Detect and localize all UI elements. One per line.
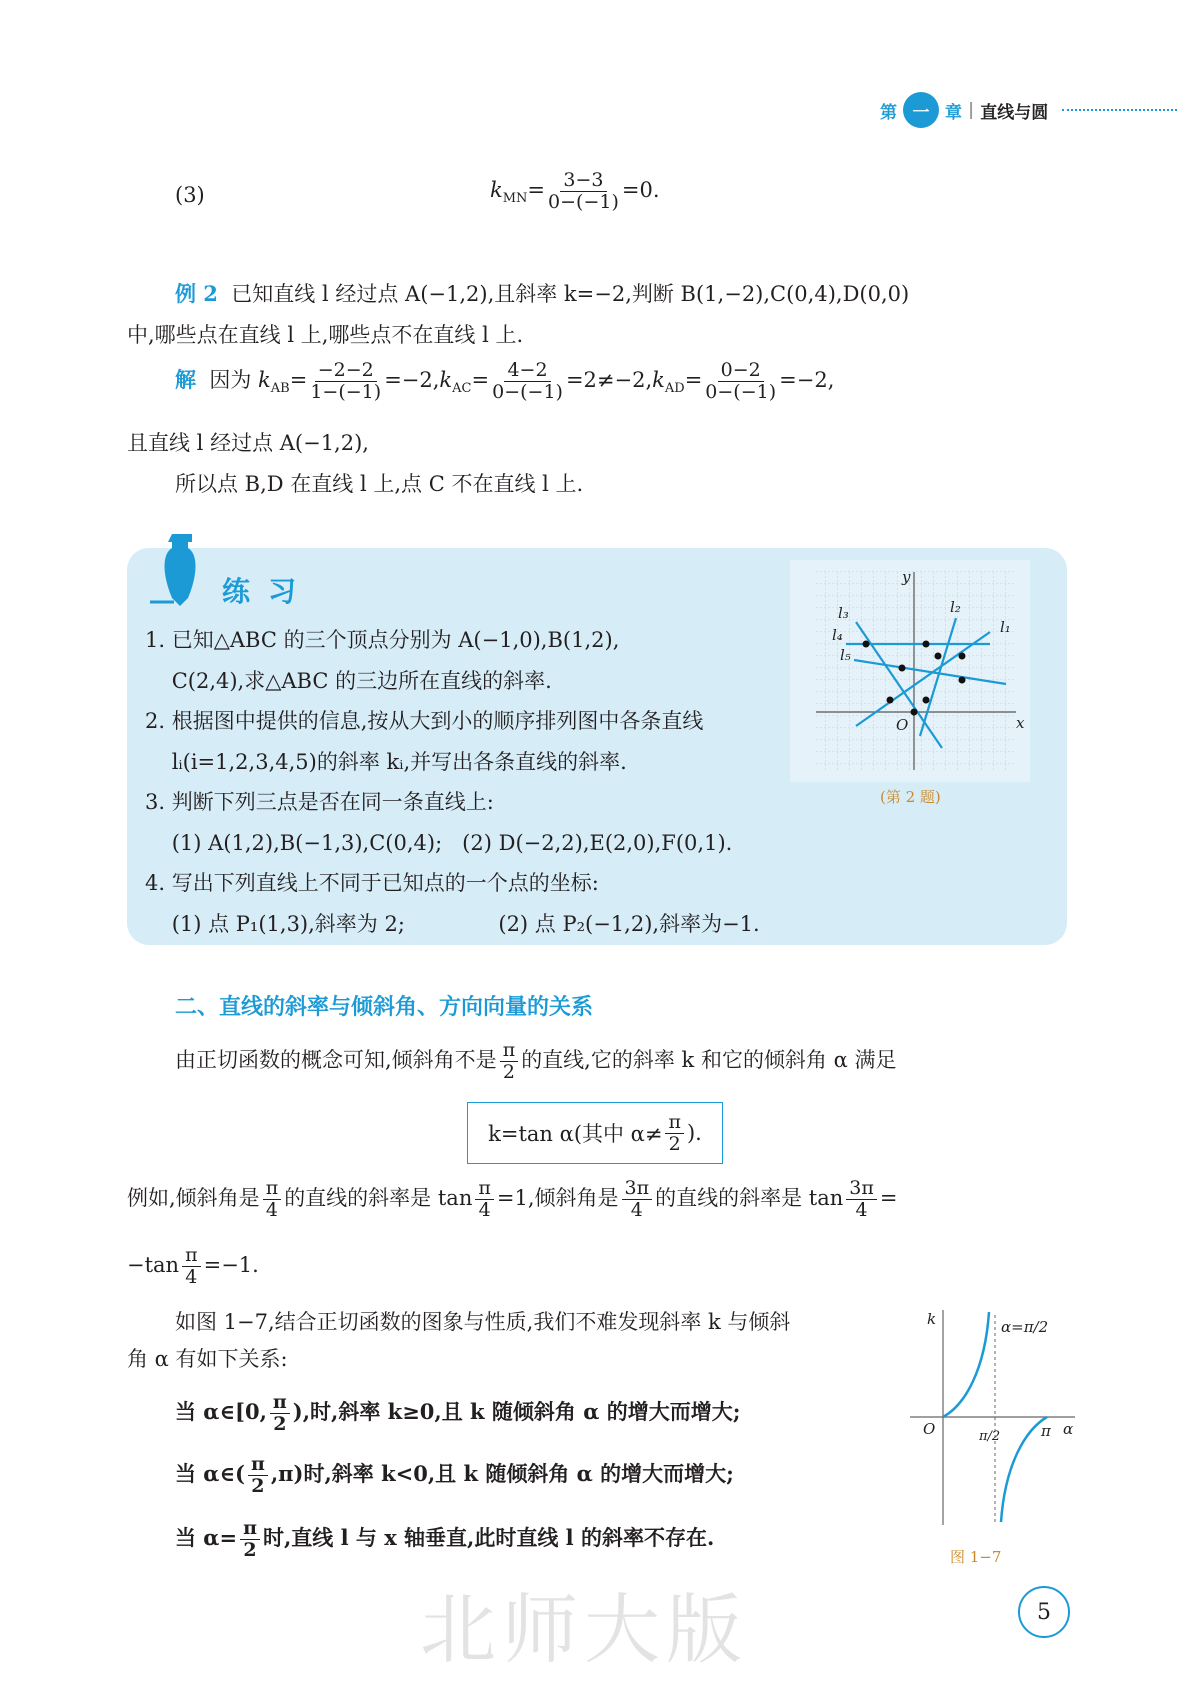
formula-kmn: $k_{MN}=$ $\frac{3-3}{0-(-1)}$ =0. bbox=[490, 169, 660, 213]
figure-caption: 图 1−7 bbox=[950, 1548, 1002, 1566]
chapter-suffix: 章 bbox=[945, 102, 962, 123]
case-1: 当 α∈[0, $\frac{\pi}{2}$ ),时,斜率 k≥0,且 k 随倾斜角 α 的增大而增大; bbox=[175, 1391, 741, 1435]
practice-item: lᵢ(i=1,2,3,4,5)的斜率 kᵢ,并写出各条直线的斜率. bbox=[145, 749, 627, 774]
l2-label: l₂ bbox=[950, 598, 961, 616]
formula-box: k=tan α(其中 α≠ $\frac{\pi}{2}$ ). bbox=[467, 1102, 723, 1164]
page-number: 5 bbox=[1018, 1586, 1070, 1638]
practice-item: 3. 判断下列三点是否在同一条直线上: bbox=[145, 790, 494, 814]
x-axis-label: x bbox=[1016, 714, 1025, 732]
header-divider: | bbox=[968, 100, 975, 120]
example-2: 例 2 已知直线 l 经过点 A(−1,2),且斜率 k=−2,判断 B(1,−2),C(0,4),D(0,0) bbox=[175, 281, 910, 306]
l1-label: l₁ bbox=[1000, 618, 1011, 636]
item-label: (3) bbox=[175, 183, 205, 207]
practice-item: (1) A(1,2),B(−1,3),C(0,4); (2) D(−2,2),E(2,0),F(0,1). bbox=[145, 830, 733, 855]
half-pi-label: π/2 bbox=[979, 1429, 1001, 1444]
l3-label: l₃ bbox=[838, 604, 849, 622]
practice-items bbox=[145, 620, 760, 944]
pi-label: π bbox=[1041, 1422, 1051, 1440]
lines-graph bbox=[790, 560, 1030, 782]
origin-label: O bbox=[923, 1420, 936, 1438]
solution-line2: 且直线 l 经过点 A(−1,2), bbox=[127, 431, 369, 455]
solution-line1: 解 因为 $k_{AB}=$ $\frac{-2-2}{1-(-1)}$ $=-2,k_{AC}=$ $\frac{4-2}{0-(-1)}$ $=2\ne-2,k_{AD}=$ $\frac{0-2}{0-(-1)}$ =−2, bbox=[175, 359, 835, 403]
asymptote-label: α=π/2 bbox=[1001, 1318, 1049, 1336]
chapter-title: 直线与圆 bbox=[980, 102, 1049, 123]
case-2: 当 α∈( $\frac{\pi}{2}$ ,π)时,斜率 k<0,且 k 随倾斜角 α 的增大而增大; bbox=[175, 1453, 734, 1497]
origin-label: O bbox=[896, 716, 909, 734]
para-2: 例如,倾斜角是 $\frac{\pi}{4}$ 的直线的斜率是 tan $\frac{\pi}{4}$ =1,倾斜角是 $\frac{3\pi}{4}$ 的直线的斜率是 tan $\frac{3\pi}{4}$ = bbox=[127, 1177, 898, 1221]
practice-item: 4. 写出下列直线上不同于已知点的一个点的坐标: bbox=[145, 871, 599, 895]
practice-item: 1. 已知△ABC 的三个顶点分别为 A(−1,0),B(1,2), bbox=[145, 628, 620, 652]
practice-item: 2. 根据图中提供的信息,按从大到小的顺序排列图中各条直线 bbox=[145, 709, 704, 733]
l5-label: l₅ bbox=[840, 646, 851, 664]
para-3: −tan $\frac{\pi}{4}$ =−1. bbox=[127, 1244, 259, 1288]
para-1: 由正切函数的概念可知,倾斜角不是 $\frac{\pi}{2}$ 的直线,它的斜率 k 和它的倾斜角 α 满足 bbox=[175, 1039, 897, 1083]
l4-label: l₄ bbox=[832, 626, 843, 644]
solution-line3: 所以点 B,D 在直线 l 上,点 C 不在直线 l 上. bbox=[175, 472, 584, 496]
alpha-axis-label: α bbox=[1063, 1420, 1074, 1438]
para-5: 角 α 有如下关系: bbox=[127, 1347, 288, 1371]
section-heading: 二、直线的斜率与倾斜角、方向向量的关系 bbox=[175, 995, 594, 1020]
chapter-header bbox=[880, 92, 1177, 128]
pen-icon bbox=[150, 530, 210, 608]
tangent-graph bbox=[905, 1300, 1080, 1540]
practice-item: (1) 点 P₁(1,3),斜率为 2; (2) 点 P₂(−1,2),斜率为−1. bbox=[145, 911, 760, 936]
practice-figure bbox=[790, 560, 1030, 782]
practice-title: 练习 bbox=[222, 575, 315, 608]
para-4: 如图 1−7,结合正切函数的图象与性质,我们不难发现斜率 k 与倾斜 bbox=[175, 1310, 791, 1334]
case-3: 当 α= $\frac{\pi}{2}$ 时,直线 l 与 x 轴垂直,此时直线 l 的斜率不存在. bbox=[175, 1517, 715, 1561]
chapter-number: 一 bbox=[903, 92, 939, 128]
watermark: 北师大版 bbox=[420, 1585, 748, 1674]
k-axis-label: k bbox=[927, 1310, 937, 1328]
practice-item: C(2,4),求△ABC 的三边所在直线的斜率. bbox=[145, 668, 552, 693]
y-axis-label: y bbox=[902, 568, 911, 586]
header-dots bbox=[1062, 109, 1177, 111]
figure-caption: (第 2 题) bbox=[880, 788, 941, 806]
chapter-prefix: 第 bbox=[880, 102, 897, 123]
example-2-line2: 中,哪些点在直线 l 上,哪些点不在直线 l 上. bbox=[127, 323, 524, 347]
